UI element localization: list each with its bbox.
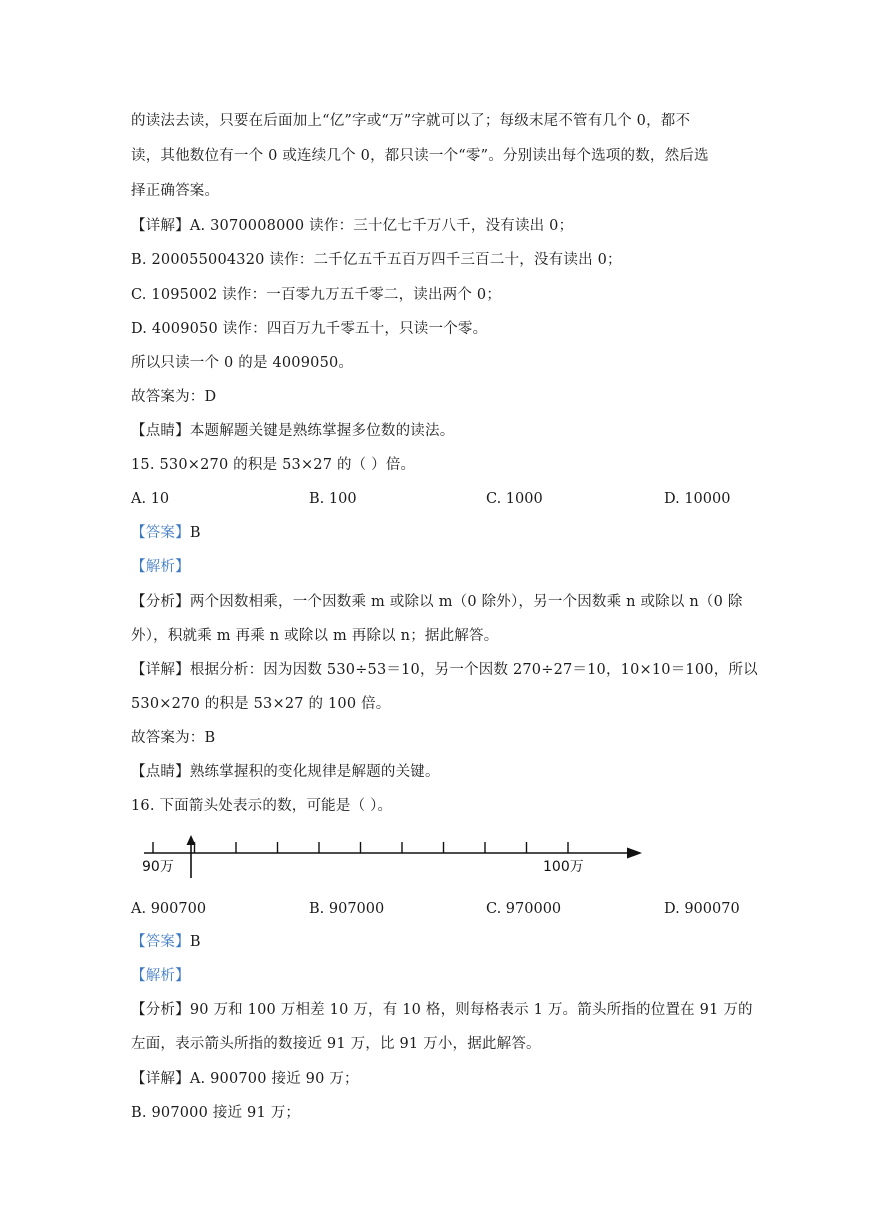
point-tag: 【点睛】 xyxy=(131,423,190,439)
value-arrow-head xyxy=(187,835,196,845)
answer-tag: 【答案】 xyxy=(131,934,190,950)
number-line-end-label: 100万 xyxy=(543,859,584,875)
q14-explanation-line-2: 读，其他数位有一个 0 或连续几个 0，都只读一个“零”。分别读出每个选项的数，然后选 xyxy=(131,148,709,164)
q15-analysis-1: 【分析】两个因数相乘，一个因数乘 m 或除以 m（0 除外），另一个因数乘 n 或除以 n（0 除 xyxy=(131,594,743,610)
q14-conclusion: 所以只读一个 0 的是 4009050。 xyxy=(131,355,354,371)
q15-answer: 【答案】B xyxy=(131,525,201,541)
q16-analysis-2: 左面，表示箭头所指的数接近 91 万，比 91 万小，据此解答。 xyxy=(131,1036,541,1052)
q15-stem: 15. 530×270 的积是 53×27 的（ ）倍。 xyxy=(131,457,416,473)
q16-detail-b: B. 907000 接近 91 万； xyxy=(131,1105,301,1121)
q16-answer: 【答案】B xyxy=(131,934,201,950)
q15-analysis-tag: 【解析】 xyxy=(131,559,190,575)
answer-tag: 【答案】 xyxy=(131,525,190,541)
q14-explanation-line-1: 的读法去读，只要在后面加上“亿”字或“万”字就可以了；每级末尾不管有几个 0，都不 xyxy=(131,113,691,129)
q16-option-a: A. 900700 xyxy=(131,901,207,917)
q15-option-c: C. 1000 xyxy=(486,491,543,507)
q14-detail-b: B. 200055004320 读作：二千亿五千五百万四千三百二十，没有读出 0； xyxy=(131,252,622,268)
q16-option-d: D. 900070 xyxy=(664,901,740,917)
q15-option-a: A. 10 xyxy=(131,491,170,507)
value-arrow xyxy=(187,835,196,878)
q16-detail-a: 【详解】A. 900700 接近 90 万； xyxy=(131,1071,359,1087)
q16-analysis-tag: 【解析】 xyxy=(131,968,190,984)
q16-stem: 16. 下面箭头处表示的数，可能是（ ）。 xyxy=(131,798,393,814)
q16-option-b: B. 907000 xyxy=(309,901,385,917)
number-line-arrowhead xyxy=(627,848,642,859)
q15-detail-2: 530×270 的积是 53×27 的 100 倍。 xyxy=(131,696,391,712)
q15-option-d: D. 10000 xyxy=(664,491,731,507)
q15-point: 【点睛】熟练掌握积的变化规律是解题的关键。 xyxy=(131,764,440,780)
q16-option-c: C. 970000 xyxy=(486,901,562,917)
q15-answer-line: 故答案为：B xyxy=(131,730,216,746)
number-line-ticks xyxy=(153,842,568,853)
q15-analysis-2: 外），积就乘 m 再乘 n 或除以 m 再除以 n；据此解答。 xyxy=(131,628,499,644)
q14-detail-a: 【详解】A. 3070008000 读作：三十亿七千万八千，没有读出 0； xyxy=(131,218,574,234)
q14-point: 【点睛】本题解题关键是熟练掌握多位数的读法。 xyxy=(131,423,455,439)
q15-detail-1: 【详解】根据分析：因为因数 530÷53＝10，另一个因数 270÷27＝10，10×10＝100，所以 xyxy=(131,662,758,678)
number-line-start-label: 90万 xyxy=(142,859,174,875)
q15-option-b: B. 100 xyxy=(309,491,357,507)
q14-answer-line: 故答案为：D xyxy=(131,389,217,405)
q14-detail-d: D. 4009050 读作：四百万九千零五十，只读一个零。 xyxy=(131,321,488,337)
detail-tag: 【详解】 xyxy=(131,218,190,234)
number-line-figure xyxy=(138,832,650,882)
q14-detail-c: C. 1095002 读作：一百零九万五千零二，读出两个 0； xyxy=(131,287,502,303)
q14-explanation-line-3: 择正确答案。 xyxy=(131,183,220,199)
q16-analysis-1: 【分析】90 万和 100 万相差 10 万，有 10 格，则每格表示 1 万。箭头所指的位置在 91 万的 xyxy=(131,1002,753,1018)
